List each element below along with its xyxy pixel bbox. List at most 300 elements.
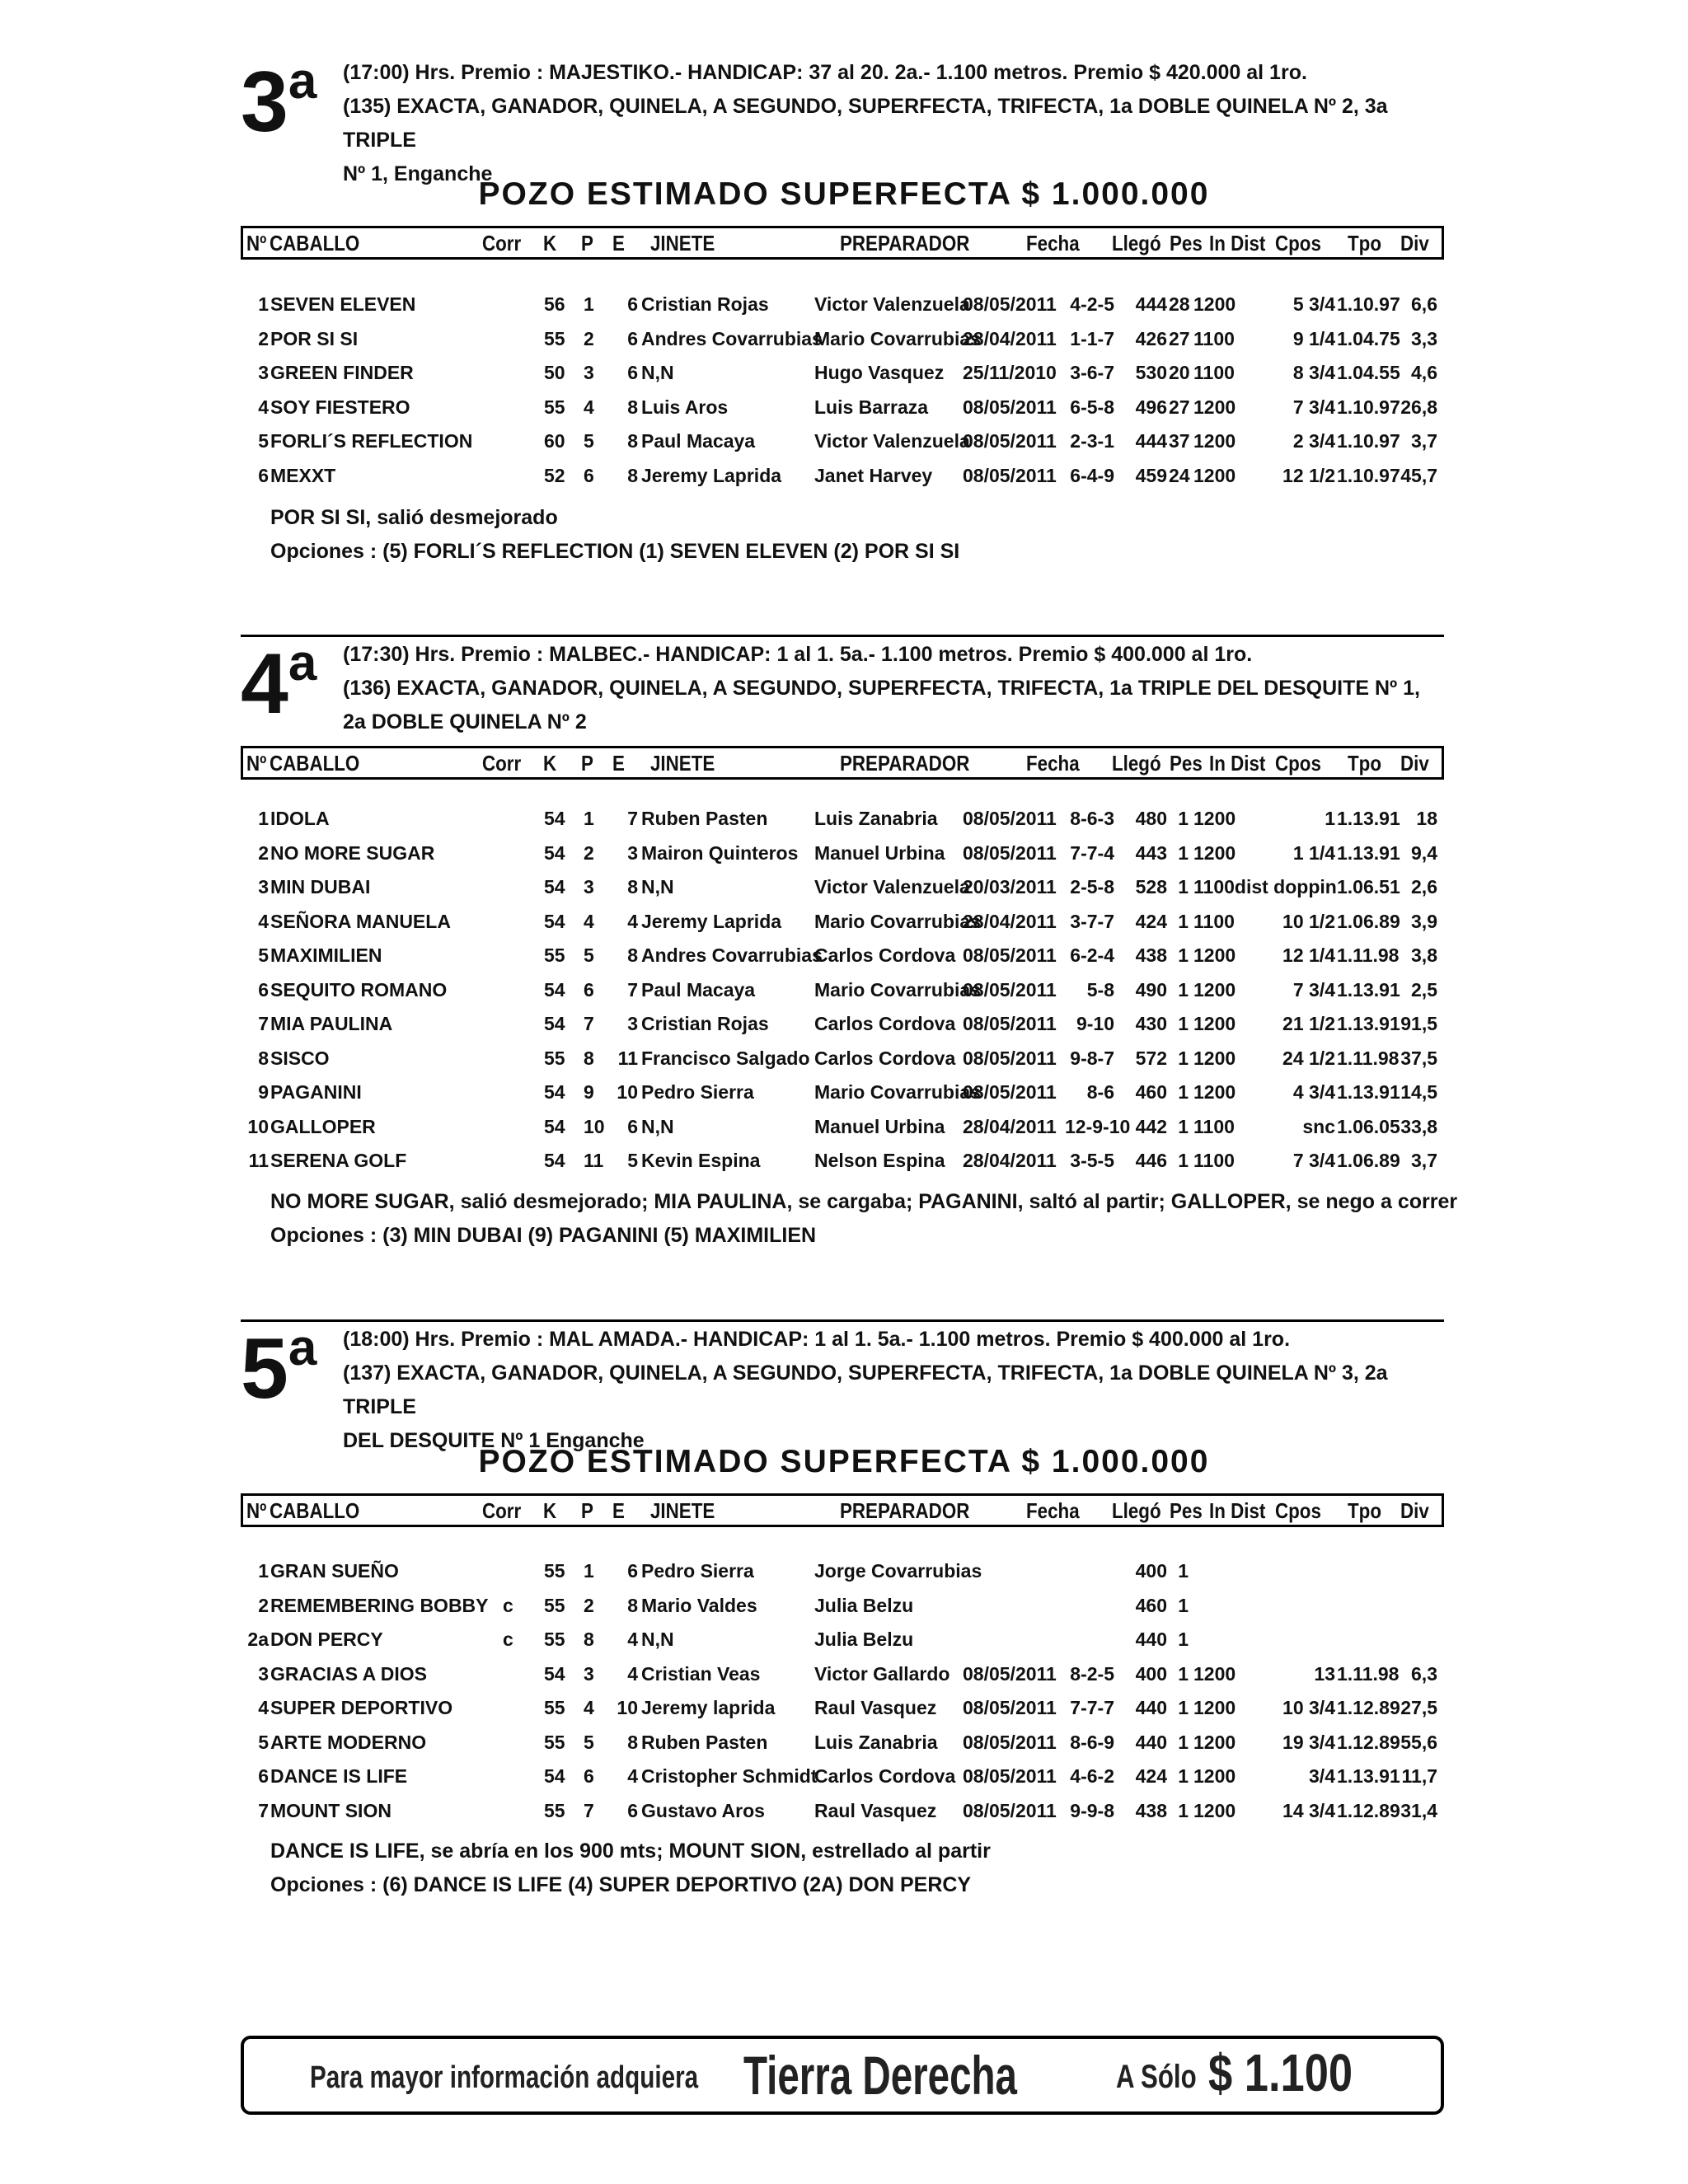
cell-col-jockey: N,N	[641, 1629, 674, 1650]
cell-col-horse: SUPER DEPORTIVO	[270, 1697, 453, 1718]
cell-col-in: 1	[1178, 1731, 1189, 1753]
cell-col-k: 56	[544, 293, 565, 315]
cell-col-dist: 1200	[1193, 841, 1236, 864]
cell-col-weight: 438	[1135, 1799, 1167, 1821]
cell-col-dist: 1200	[1193, 1731, 1236, 1753]
cell-col-jockey: Ruben Pasten	[641, 1731, 768, 1753]
cell-col-time: 1.11.98	[1337, 1047, 1400, 1069]
cell-col-k: 54	[544, 910, 565, 932]
cell-col-div: 91,5	[1400, 1013, 1437, 1034]
cell-col-num: 1	[258, 808, 269, 829]
cell-col-time: 1.13.91	[1337, 1765, 1400, 1787]
header-col-corr: Corr	[482, 1498, 522, 1523]
cell-col-div: 6,6	[1411, 293, 1437, 315]
cell-col-jockey: Andres Covarrubias	[641, 327, 823, 349]
cell-col-e: 4	[627, 1765, 638, 1787]
cell-col-weight: 444	[1135, 293, 1167, 315]
cell-col-arrived: 5-8	[1086, 978, 1114, 1001]
cell-col-weight: 430	[1135, 1013, 1167, 1034]
table-row	[241, 906, 1444, 940]
header-col-time: Tpo	[1348, 1498, 1381, 1523]
cell-col-e: 3	[627, 841, 638, 864]
table-row	[241, 460, 1444, 494]
cell-col-num: 4	[258, 1697, 269, 1718]
cell-col-p: 1	[584, 1560, 594, 1582]
cell-col-horse: FORLI´S REFLECTION	[270, 430, 473, 452]
cell-col-k: 54	[544, 978, 565, 1001]
table-header	[241, 226, 1444, 260]
cell-col-weight: 443	[1135, 841, 1167, 864]
cell-col-weight: 424	[1135, 910, 1167, 932]
cell-col-trainer: Raul Vasquez	[814, 1697, 937, 1718]
header-col-weight: Pes	[1170, 231, 1203, 255]
cell-col-date: 08/05/2011	[963, 1047, 1057, 1069]
cell-col-e: 6	[627, 1560, 638, 1582]
cell-col-jockey: Luis Aros	[641, 396, 729, 418]
table-row	[241, 1795, 1444, 1829]
cell-col-arrived: 6-4-9	[1070, 464, 1114, 486]
cell-col-date: 08/05/2011	[963, 1697, 1057, 1718]
header-col-div: Div	[1400, 1498, 1429, 1523]
cell-col-p: 6	[584, 1765, 594, 1787]
cell-col-jockey: Mairon Quinteros	[641, 841, 799, 864]
cell-col-p: 3	[584, 1662, 594, 1685]
cell-col-k: 54	[544, 841, 565, 864]
divider	[241, 635, 1444, 637]
header-col-div: Div	[1400, 751, 1429, 776]
cell-col-num: 2	[258, 841, 269, 864]
cell-col-trainer: Luis Barraza	[814, 396, 929, 418]
cell-col-horse: REMEMBERING BOBBY	[270, 1594, 489, 1616]
header-col-arrived: Llegó	[1112, 1498, 1161, 1523]
header-col-num: Nº	[246, 231, 267, 255]
cell-col-trainer: Mario Covarrubias	[814, 327, 981, 349]
table-row	[241, 1043, 1444, 1076]
race-comment: POR SI SI, salió desmejorado	[270, 506, 558, 529]
cell-col-arrived: 6-2-4	[1070, 944, 1114, 966]
cell-col-jockey: Cristopher Schmidt	[641, 1765, 818, 1787]
cell-col-date: 25/11/2010	[963, 362, 1057, 383]
table-row	[241, 1076, 1444, 1110]
cell-col-time: 1.06.89	[1337, 910, 1400, 932]
cell-col-dist: 1200	[1193, 1799, 1236, 1821]
cell-col-dist: 1200	[1193, 293, 1236, 315]
cell-col-num: 7	[258, 1799, 269, 1821]
cell-col-num: 4	[258, 396, 269, 418]
cell-col-cpos: 7 3/4	[1292, 978, 1335, 1001]
cell-col-arrived: 2-5-8	[1070, 876, 1114, 898]
table-row	[241, 1590, 1444, 1624]
race-header-line: (136) EXACTA, GANADOR, QUINELA, A SEGUNDO, SUPERFECTA, TRIFECTA, 1a TRIPLE DEL DESQUITE Nº 1,	[343, 677, 1420, 700]
cell-col-time: 1.11.98	[1337, 944, 1400, 966]
race-header-line: 2a DOBLE QUINELA Nº 2	[343, 710, 587, 733]
cell-col-e: 7	[627, 978, 638, 1001]
cell-col-k: 55	[544, 1594, 565, 1616]
cell-col-time: 1.12.89	[1337, 1731, 1400, 1753]
cell-col-trainer: Hugo Vasquez	[814, 362, 945, 383]
cell-col-dist: 1200	[1193, 396, 1236, 418]
header-col-jockey: JINETE	[650, 231, 715, 255]
cell-col-div: 33,8	[1400, 1115, 1437, 1137]
cell-col-div: 27,5	[1400, 1697, 1437, 1718]
cell-col-p: 5	[584, 430, 594, 452]
cell-col-jockey: N,N	[641, 876, 674, 898]
cell-col-p: 1	[584, 808, 594, 829]
cell-col-date: 08/05/2011	[963, 841, 1057, 864]
cell-col-e: 4	[627, 1629, 638, 1650]
cell-col-k: 60	[544, 430, 565, 452]
cell-col-weight: 444	[1135, 430, 1167, 452]
cell-col-arrived: 8-2-5	[1070, 1662, 1114, 1685]
cell-col-time: 1.10.97	[1337, 293, 1400, 315]
cell-col-weight: 438	[1135, 944, 1167, 966]
race-options: Opciones : (6) DANCE IS LIFE (4) SUPER DEPORTIVO (2A) DON PERCY	[270, 1873, 972, 1896]
cell-col-trainer: Carlos Cordova	[814, 944, 956, 966]
cell-col-jockey: Paul Macaya	[641, 430, 756, 452]
cell-col-arrived: 9-10	[1076, 1013, 1114, 1034]
cell-col-e: 4	[627, 1662, 638, 1685]
cell-col-weight: 480	[1135, 808, 1167, 829]
cell-col-horse: MAXIMILIEN	[270, 944, 382, 966]
cell-col-jockey: N,N	[641, 1115, 674, 1137]
cell-col-weight: 400	[1135, 1560, 1167, 1582]
cell-col-weight: 440	[1135, 1629, 1167, 1650]
cell-col-dist: 1200	[1193, 1013, 1236, 1034]
cell-col-e: 8	[627, 944, 638, 966]
cell-col-trainer: Manuel Urbina	[814, 1115, 945, 1137]
cell-col-e: 6	[627, 362, 638, 383]
banner-price: $ 1.100	[1208, 2043, 1353, 2102]
cell-col-k: 54	[544, 876, 565, 898]
cell-col-time: 1.11.98	[1337, 1662, 1400, 1685]
header-col-time: Tpo	[1348, 751, 1381, 776]
cell-col-horse: SEVEN ELEVEN	[270, 293, 416, 315]
cell-col-date: 08/05/2011	[963, 1731, 1057, 1753]
cell-col-in: 1	[1178, 1081, 1189, 1103]
cell-col-corr: c	[503, 1594, 513, 1616]
cell-col-k: 55	[544, 1799, 565, 1821]
cell-col-cpos: 1 1/4	[1292, 841, 1335, 864]
cell-col-p: 4	[584, 396, 594, 418]
cell-col-div: 55,6	[1400, 1731, 1437, 1753]
cell-col-time: 1.10.97	[1337, 396, 1400, 418]
cell-col-div: 26,8	[1400, 396, 1437, 418]
table-row	[241, 1145, 1444, 1179]
cell-col-jockey: Cristian Rojas	[641, 293, 769, 315]
cell-col-e: 8	[627, 876, 638, 898]
header-col-p: P	[581, 1498, 593, 1523]
cell-col-p: 7	[584, 1799, 594, 1821]
cell-col-dist: 1100	[1193, 327, 1235, 349]
cell-col-num: 7	[258, 1013, 269, 1034]
cell-col-in: 1	[1178, 1799, 1189, 1821]
header-col-num: Nº	[246, 1498, 267, 1523]
cell-col-div: 14,5	[1400, 1081, 1437, 1103]
cell-col-num: 8	[258, 1047, 269, 1069]
header-col-cpos: Cpos	[1275, 231, 1321, 255]
cell-col-div: 11,7	[1401, 1765, 1437, 1787]
cell-col-cpos: 5 3/4	[1292, 293, 1335, 315]
cell-col-dist: 1200	[1193, 1697, 1236, 1718]
banner-text: Para mayor información adquiera	[310, 2060, 699, 2095]
cell-col-num: 6	[258, 1765, 269, 1787]
cell-col-weight: 460	[1135, 1081, 1167, 1103]
header-col-p: P	[581, 751, 593, 776]
cell-col-in: 27	[1169, 396, 1190, 418]
cell-col-horse: SEÑORA MANUELA	[270, 910, 451, 932]
table-row	[241, 357, 1444, 391]
cell-col-cpos: 9 1/4	[1292, 327, 1335, 349]
cell-col-k: 52	[544, 464, 565, 486]
cell-col-cpos: 4 3/4	[1292, 1081, 1335, 1103]
cell-col-horse: SISCO	[270, 1047, 330, 1069]
cell-col-cpos: 3/4	[1309, 1765, 1335, 1787]
cell-col-num: 3	[258, 876, 269, 898]
cell-col-k: 54	[544, 1115, 565, 1137]
race-number: 4$^a$	[241, 635, 314, 732]
header-col-horse: CABALLO	[270, 1498, 360, 1523]
table-row	[241, 1008, 1444, 1042]
cell-col-arrived: 3-5-5	[1070, 1150, 1114, 1171]
cell-col-k: 54	[544, 1081, 565, 1103]
header-col-cpos: Cpos	[1275, 1498, 1321, 1523]
cell-col-cpos: 24 1/2	[1282, 1047, 1335, 1069]
table-row	[241, 1760, 1444, 1794]
cell-col-in: 1	[1178, 1662, 1189, 1685]
cell-col-dist: 1200	[1193, 1081, 1236, 1103]
cell-col-in: 1	[1178, 1150, 1189, 1171]
header-col-k: K	[543, 1498, 557, 1523]
cell-col-cpos: 8 3/4	[1292, 362, 1335, 383]
header-col-horse: CABALLO	[270, 231, 360, 255]
cell-col-jockey: Kevin Espina	[641, 1150, 761, 1171]
cell-col-e: 5	[627, 1150, 638, 1171]
cell-col-p: 2	[584, 841, 594, 864]
header-col-jockey: JINETE	[650, 1498, 715, 1523]
cell-col-in: 1	[1178, 944, 1189, 966]
header-col-e: E	[612, 231, 625, 255]
cell-col-time: 1.04.55	[1337, 362, 1400, 383]
header-col-k: K	[543, 751, 557, 776]
cell-col-arrived: 3-7-7	[1070, 910, 1114, 932]
cell-col-p: 9	[584, 1081, 594, 1103]
cell-col-num: 5	[258, 944, 269, 966]
cell-col-div: 3,3	[1411, 327, 1437, 349]
table-row	[241, 391, 1444, 425]
pozo-estimado: POZO ESTIMADO SUPERFECTA $ 1.000.000	[478, 176, 1210, 212]
cell-col-horse: MEXXT	[270, 464, 336, 486]
cell-col-horse: DON PERCY	[270, 1629, 383, 1650]
cell-col-div: 3,7	[1411, 1150, 1437, 1171]
cell-col-trainer: Victor Gallardo	[814, 1662, 950, 1685]
cell-col-cpos: 7 3/4	[1292, 1150, 1335, 1171]
cell-col-weight: 530	[1135, 362, 1167, 383]
cell-col-jockey: Jeremy Laprida	[641, 910, 782, 932]
cell-col-weight: 426	[1135, 327, 1167, 349]
cell-col-date: 08/05/2011	[963, 978, 1057, 1001]
banner-brand: Tierra Derecha	[743, 2045, 1017, 2106]
cell-col-num: 2a	[247, 1629, 269, 1650]
cell-col-time: 1.12.89	[1337, 1799, 1400, 1821]
cell-col-in: 1	[1178, 1560, 1189, 1582]
cell-col-weight: 440	[1135, 1731, 1167, 1753]
race-header-line: (135) EXACTA, GANADOR, QUINELA, A SEGUNDO, SUPERFECTA, TRIFECTA, 1a DOBLE QUINELA Nº 2, 3a TRIPLE	[343, 95, 1388, 152]
cell-col-num: 9	[258, 1081, 269, 1103]
cell-col-arrived: 4-2-5	[1070, 293, 1114, 315]
cell-col-k: 55	[544, 1629, 565, 1650]
table-row	[241, 1692, 1444, 1726]
cell-col-div: 2,5	[1411, 978, 1437, 1001]
header-col-e: E	[612, 1498, 625, 1523]
cell-col-in: 27	[1169, 327, 1190, 349]
cell-col-k: 55	[544, 396, 565, 418]
cell-col-in: 1	[1178, 1013, 1189, 1034]
race-header-line: (17:30) Hrs. Premio : MALBEC.- HANDICAP: 1 al 1. 5a.- 1.100 metros. Premio $ 400.000 al 1ro.	[343, 643, 1253, 666]
cell-col-horse: IDOLA	[270, 808, 330, 829]
header-col-corr: Corr	[482, 751, 522, 776]
cell-col-weight: 572	[1135, 1047, 1167, 1069]
cell-col-jockey: Ruben Pasten	[641, 808, 768, 829]
cell-col-time: 1.12.89	[1337, 1697, 1400, 1718]
cell-col-weight: 424	[1135, 1765, 1167, 1787]
table-header	[241, 746, 1444, 780]
cell-col-trainer: Raul Vasquez	[814, 1799, 937, 1821]
cell-col-horse: GRACIAS A DIOS	[270, 1662, 427, 1685]
cell-col-arrived: 7-7-7	[1070, 1697, 1114, 1718]
cell-col-num: 11	[248, 1150, 269, 1171]
cell-col-dist: 1100	[1193, 1150, 1235, 1171]
cell-col-div: 3,7	[1411, 430, 1437, 452]
cell-col-dist: 1200	[1193, 464, 1236, 486]
race-header	[343, 638, 1447, 739]
cell-col-p: 7	[584, 1013, 594, 1034]
cell-col-in: 1	[1178, 1115, 1189, 1137]
race-header	[343, 1323, 1447, 1458]
header-col-e: E	[612, 751, 625, 776]
header-col-in-dist: In Dist	[1209, 231, 1266, 255]
header-col-div: Div	[1400, 231, 1429, 255]
cell-col-in: 1	[1178, 808, 1189, 829]
cell-col-e: 6	[627, 327, 638, 349]
cell-col-k: 55	[544, 1560, 565, 1582]
header-col-p: P	[581, 231, 593, 255]
cell-col-date: 08/05/2011	[963, 1081, 1057, 1103]
table-row	[241, 1111, 1444, 1145]
cell-col-horse: MOUNT SION	[270, 1799, 392, 1821]
cell-col-e: 6	[627, 293, 638, 315]
cell-col-cpos: 19 3/4	[1282, 1731, 1335, 1753]
table-row	[241, 1555, 1444, 1589]
cell-col-in: 1	[1178, 910, 1189, 932]
race-header-line: (137) EXACTA, GANADOR, QUINELA, A SEGUNDO, SUPERFECTA, TRIFECTA, 1a DOBLE QUINELA Nº 3, 2a TRIPLE	[343, 1361, 1388, 1418]
cell-col-div: 6,3	[1411, 1662, 1437, 1685]
cell-col-time: 1.04.75	[1337, 327, 1400, 349]
cell-col-arrived: 6-5-8	[1070, 396, 1114, 418]
cell-col-num: 3	[258, 362, 269, 383]
cell-col-jockey: Cristian Veas	[641, 1662, 761, 1685]
cell-col-time: 1.13.91	[1337, 1081, 1400, 1103]
pozo-estimado: POZO ESTIMADO SUPERFECTA $ 1.000.000	[478, 1444, 1210, 1479]
cell-col-time: 1.13.91	[1337, 978, 1400, 1001]
cell-col-k: 54	[544, 808, 565, 829]
cell-col-jockey: Pedro Sierra	[641, 1081, 754, 1103]
cell-col-horse: MIN DUBAI	[270, 876, 371, 898]
cell-col-arrived: 8-6-9	[1070, 1731, 1114, 1753]
cell-col-in: 20	[1169, 362, 1190, 383]
cell-col-trainer: Luis Zanabria	[814, 808, 938, 829]
cell-col-arrived: 1-1-7	[1070, 327, 1114, 349]
cell-col-e: 3	[627, 1013, 638, 1034]
cell-col-cpos: 2 3/4	[1292, 430, 1335, 452]
cell-col-arrived: 7-7-4	[1070, 841, 1114, 864]
cell-col-in: 1	[1178, 1697, 1189, 1718]
cell-col-horse: SOY FIESTERO	[270, 396, 410, 418]
cell-col-p: 4	[584, 910, 594, 932]
cell-col-jockey: N,N	[641, 362, 674, 383]
cell-col-horse: POR SI SI	[270, 327, 359, 349]
cell-col-in: 1	[1178, 1594, 1189, 1616]
cell-col-corr: c	[503, 1629, 513, 1650]
cell-col-dist: 1200	[1193, 978, 1236, 1001]
cell-col-cpos: snc	[1302, 1115, 1335, 1137]
cell-col-div: 3,9	[1411, 910, 1437, 932]
cell-col-e: 7	[627, 808, 638, 829]
cell-col-date: 08/05/2011	[963, 1765, 1057, 1787]
header-col-weight: Pes	[1170, 1498, 1203, 1523]
header-col-date: Fecha	[1026, 231, 1080, 255]
cell-col-jockey: Paul Macaya	[641, 978, 756, 1001]
cell-col-jockey: Mario Valdes	[641, 1594, 757, 1616]
table-row	[241, 425, 1444, 459]
cell-col-e: 8	[627, 396, 638, 418]
cell-col-p: 2	[584, 1594, 594, 1616]
cell-col-jockey: Pedro Sierra	[641, 1560, 754, 1582]
cell-col-cpos: 12 1/4	[1282, 944, 1335, 966]
cell-col-num: 2	[258, 327, 269, 349]
race-number: 3$^a$	[241, 53, 314, 150]
header-col-date: Fecha	[1026, 1498, 1080, 1523]
cell-col-dist: 1100	[1193, 910, 1235, 932]
cell-col-jockey: Jeremy laprida	[641, 1697, 776, 1718]
cell-col-e: 6	[627, 1115, 638, 1137]
cell-col-in: 24	[1169, 464, 1190, 486]
cell-col-arrived: 3-6-7	[1070, 362, 1114, 383]
cell-col-k: 54	[544, 1662, 565, 1685]
cell-col-p: 5	[584, 1731, 594, 1753]
cell-col-num: 6	[258, 978, 269, 1001]
cell-col-time: 1.13.91	[1337, 1013, 1400, 1034]
header-col-num: Nº	[246, 751, 267, 776]
cell-col-trainer: Julia Belzu	[814, 1629, 914, 1650]
cell-col-in: 1	[1178, 1629, 1189, 1650]
cell-col-cpos: 14 3/4	[1282, 1799, 1335, 1821]
cell-col-arrived: 2-3-1	[1070, 430, 1114, 452]
cell-col-trainer: Victor Valenzuela	[814, 430, 970, 452]
cell-col-trainer: Julia Belzu	[814, 1594, 914, 1616]
cell-col-div: 18	[1416, 808, 1437, 829]
cell-col-horse: GRAN SUEÑO	[270, 1560, 399, 1582]
cell-col-time: 1.06.89	[1337, 1150, 1400, 1171]
cell-col-trainer: Luis Zanabria	[814, 1731, 938, 1753]
cell-col-arrived: 9-9-8	[1070, 1799, 1114, 1821]
table-header	[241, 1493, 1444, 1527]
cell-col-date: 08/05/2011	[963, 944, 1057, 966]
cell-col-time: 1.10.97	[1337, 430, 1400, 452]
header-col-arrived: Llegó	[1112, 751, 1161, 776]
cell-col-k: 55	[544, 1731, 565, 1753]
cell-col-trainer: Carlos Cordova	[814, 1013, 956, 1034]
cell-col-e: 8	[627, 1731, 638, 1753]
